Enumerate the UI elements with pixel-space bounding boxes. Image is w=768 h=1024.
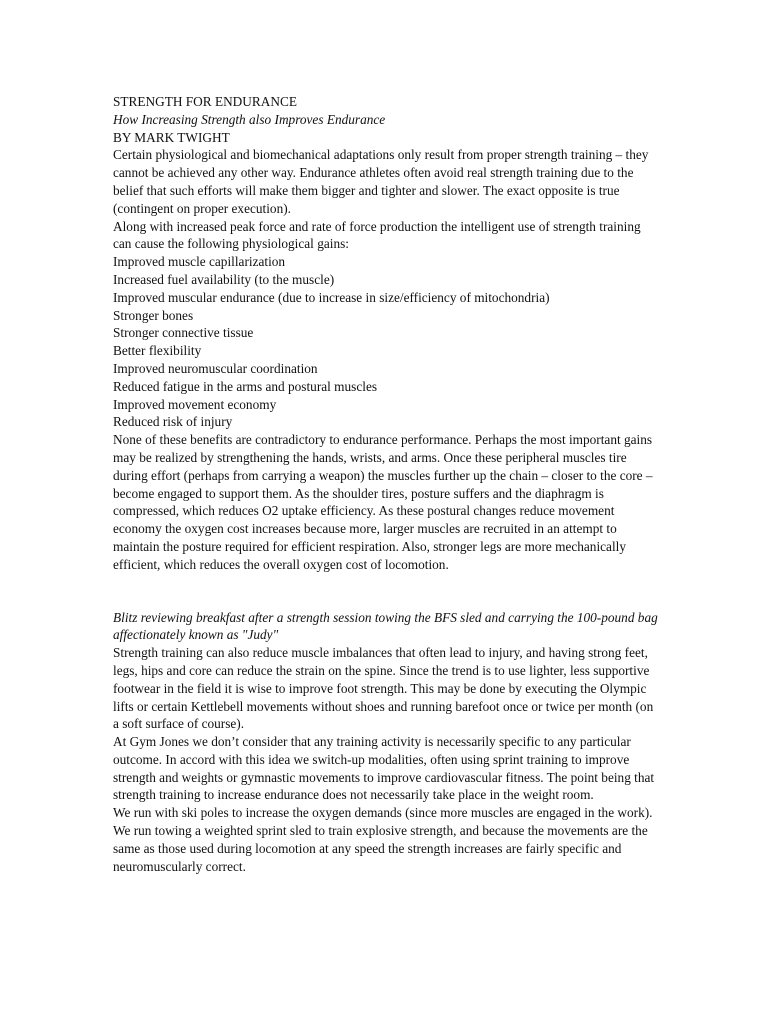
document-page — [113, 93, 658, 875]
gains-list-item: Stronger connective tissue — [113, 325, 254, 341]
gains-list — [113, 253, 658, 431]
document-subtitle: How Increasing Strength also Improves Endurance — [113, 111, 386, 127]
intro-paragraph: Along with increased peak force and rate of force production the intelligent use of strength training can cause the following physiological gains: — [113, 218, 641, 252]
section-gap — [113, 574, 658, 609]
gains-list-item: Improved muscular endurance (due to increase in size/efficiency of mitochondria) — [113, 289, 550, 305]
gains-list-item: Improved movement economy — [113, 396, 277, 412]
body-paragraph: Strength training can also reduce muscle imbalances that often lead to injury, and having strong feet, legs, hips and core can reduce the strain on the spine. Since the trend is to use lighter, less supportive footwear in the field it is wise to improve foot strength. This may be done by executing the Olympic lifts or certain Kettlebell movements without shoes and running barefoot once or twice per month (on a soft surface of course). — [113, 645, 654, 732]
gains-list-item: Improved neuromuscular coordination — [113, 360, 318, 376]
gains-list-item: Reduced risk of injury — [113, 414, 233, 430]
gains-list-item: Stronger bones — [113, 307, 194, 323]
document-title: STRENGTH FOR ENDURANCE — [113, 94, 297, 109]
photo-caption: Blitz reviewing breakfast after a strength session towing the BFS sled and carrying the 100-pound bag affectionately known as "Judy" — [113, 609, 658, 643]
body-paragraph: At Gym Jones we don’t consider that any training activity is necessarily specific to any particular outcome. In accord with this idea we switch-up modalities, often using sprint training to improve strength and weights or gymnastic movements to improve cardiovascular fitness. The point being that strength training to increase endurance does not necessarily take place in the weight room. — [113, 734, 655, 803]
intro-paragraph: Certain physiological and biomechanical adaptations only result from proper strength training – they cannot be achieved any other way. Endurance athletes often avoid real strength training due to the belief that such efforts will make them bigger and tighter and slower. The exact opposite is true (contingent on proper execution). — [113, 147, 649, 216]
gains-list-item: Better flexibility — [113, 343, 202, 359]
body-paragraph: We run with ski poles to increase the oxygen demands (since more muscles are engaged in the work). We run towing a weighted sprint sled to train explosive strength, and because the movements are the same as those used during locomotion at any speed the strength increases are fairly specific and neuromuscularly correct. — [113, 805, 653, 874]
gains-list-item: Reduced fatigue in the arms and postural muscles — [113, 378, 378, 394]
byline: BY MARK TWIGHT — [113, 129, 230, 145]
gains-list-item: Increased fuel availability (to the muscle) — [113, 271, 335, 287]
gains-list-item: Improved muscle capillarization — [113, 254, 286, 270]
benefits-paragraph: None of these benefits are contradictory to endurance performance. Perhaps the most important gains may be realized by strengthening the hands, wrists, and arms. Once these peripheral muscles tire during effort (perhaps from carrying a weapon) the muscles further up the chain – closer to the core – become engaged to support them. As the shoulder tires, posture suffers and the diaphragm is compressed, which reduces O2 uptake efficiency. As these postural changes reduce movement economy the oxygen cost increases because more, larger muscles are recruited in an attempt to maintain the posture required for efficient respiration. Also, stronger legs are more mechanically efficient, which reduces the overall oxygen cost of locomotion. — [113, 432, 653, 572]
